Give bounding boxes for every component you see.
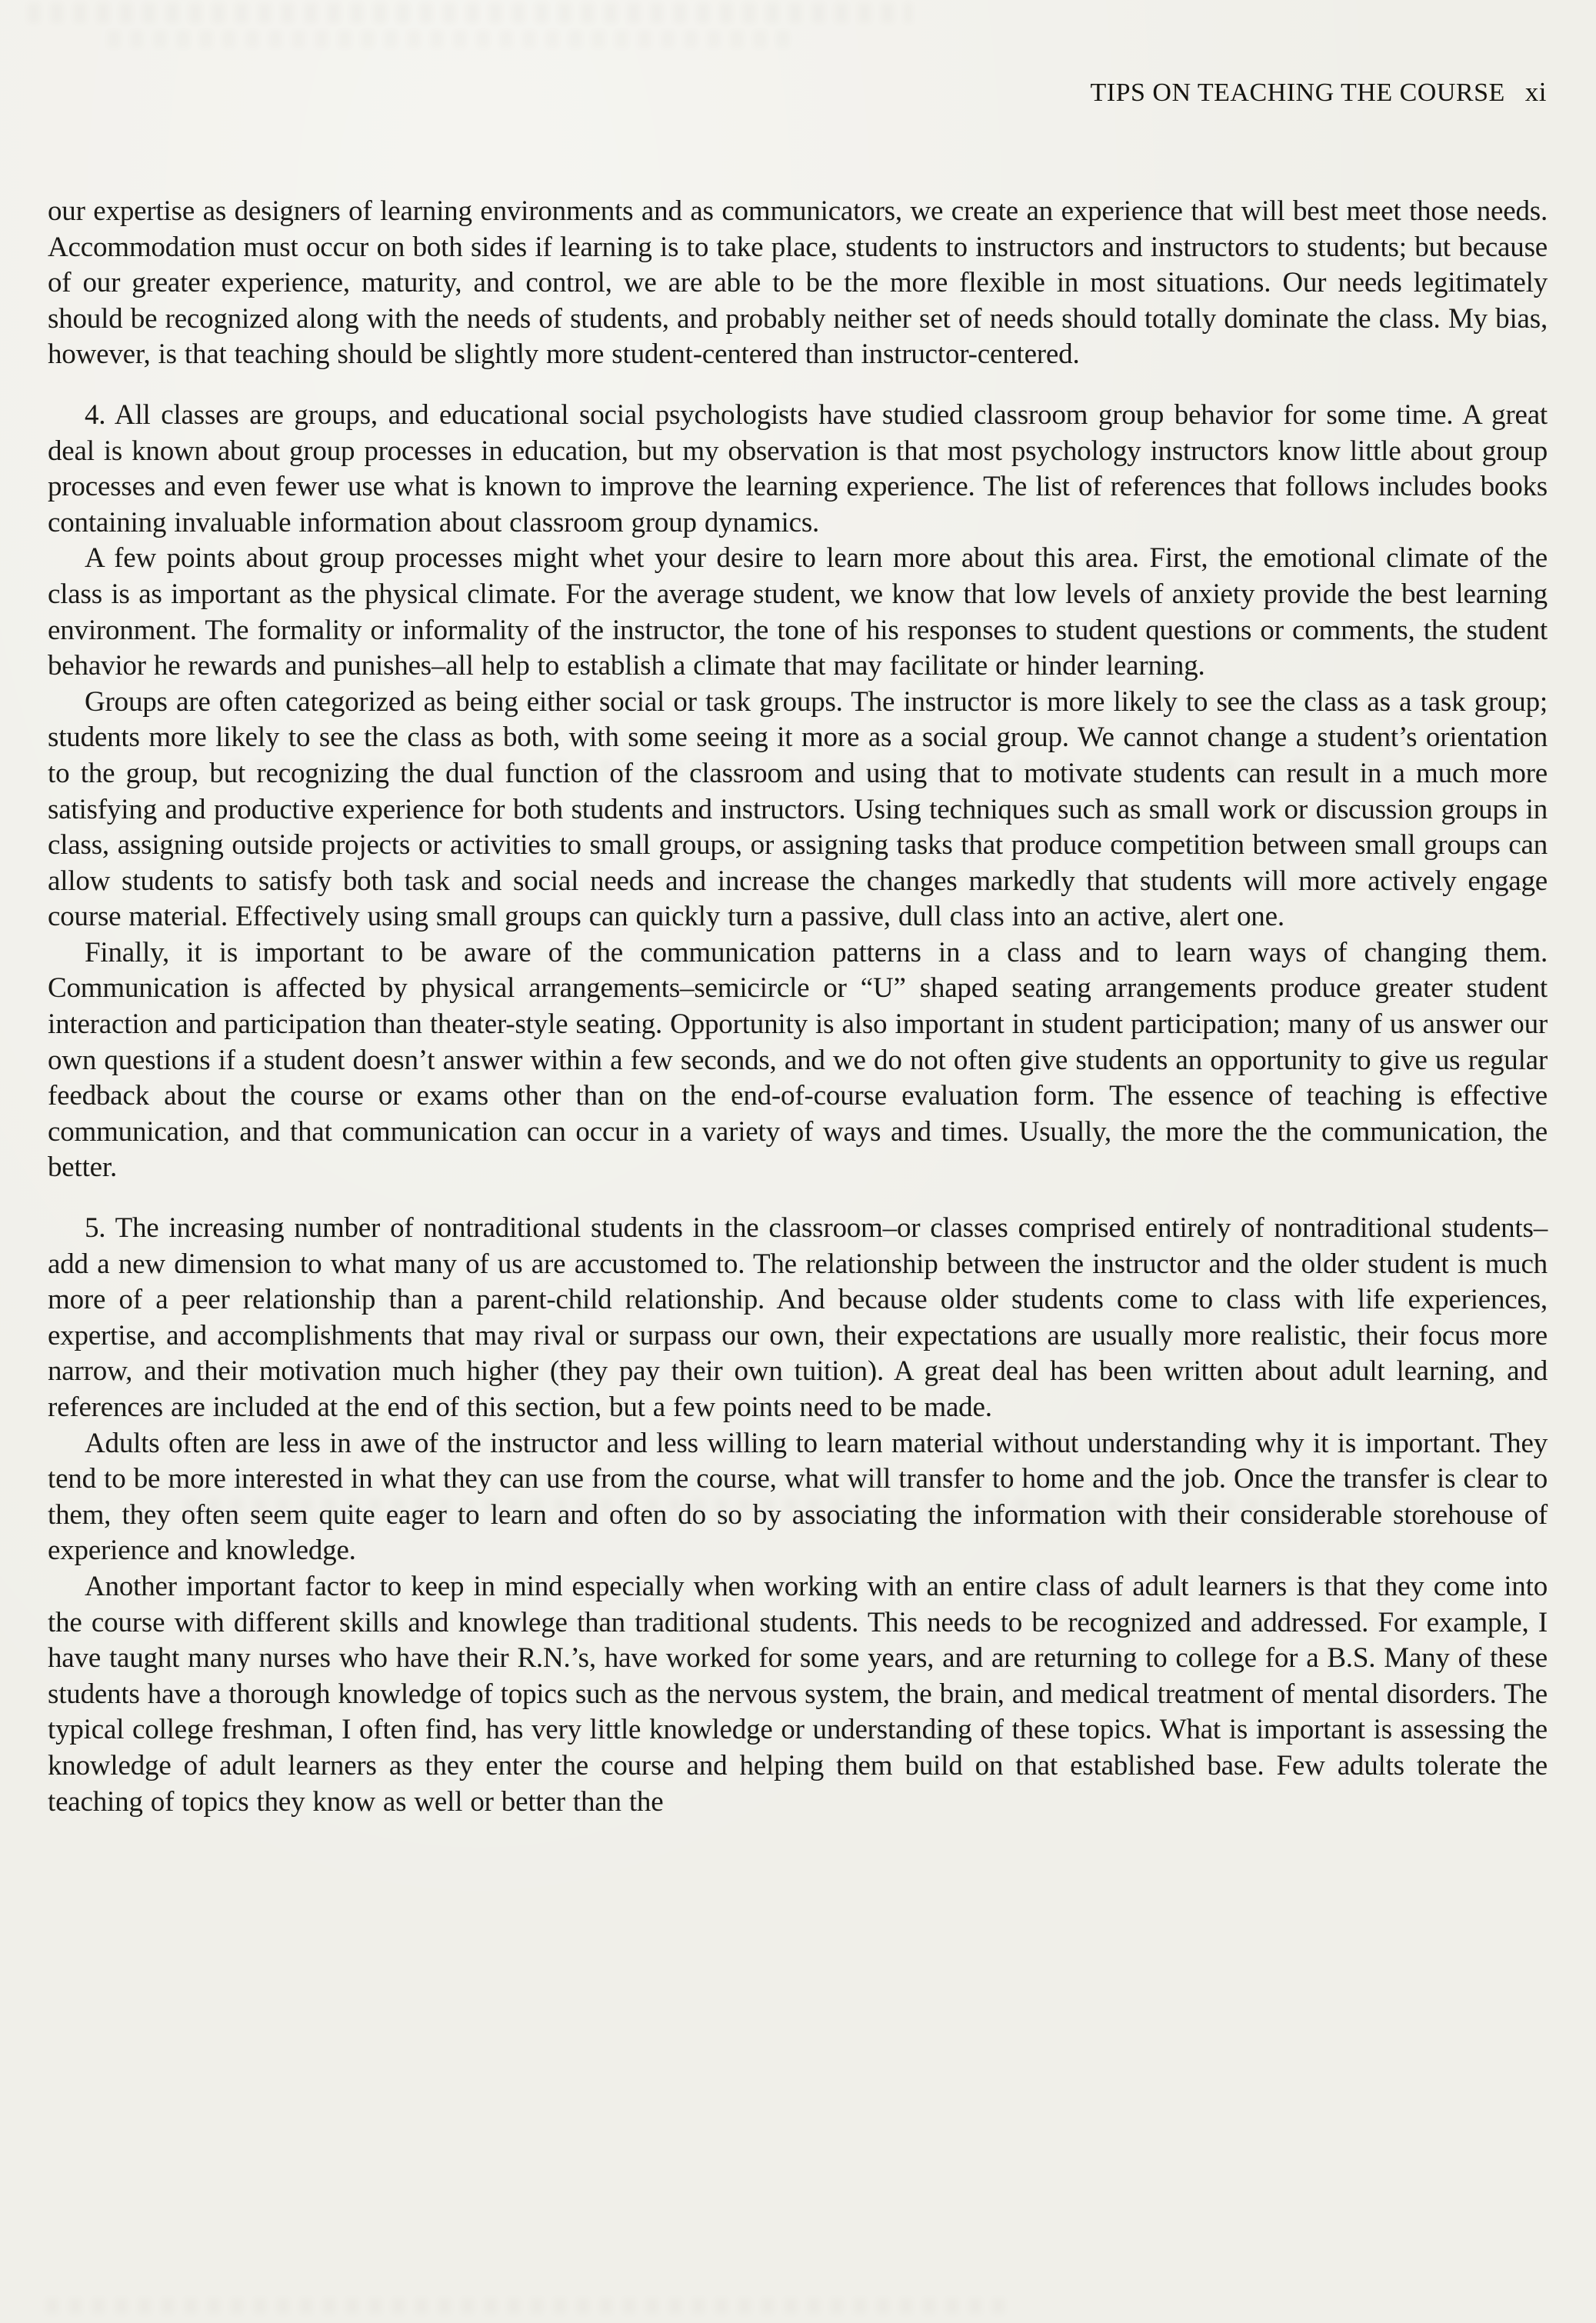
paragraph-point-5: 5. The increasing number of nontraditional students in the classroom–or classes comprised entirely of nontraditional students–add a new dimension to what many of us are accustomed to. The relationship between the instructor and the older student is much more of a peer relationship than a parent-child relationship. And because older students come to class with life experiences, expertise, and accomplishments that may rival or surpass our own, their expectations are usually more realistic, their focus more narrow, and their motivation much higher (they pay their own tuition). A great deal has been written about adult learning, and references are included at the end of this section, but a few points need to be made. xyxy=(48,1212,1548,1423)
paragraph-groups-categorized: Groups are often categorized as being either social or task groups. The instructor is more likely to see the class as a task group; students more likely to see the class as both, with some seeing it more as a social group. We cannot change a student’s orientation to the group, but recognizing the dual function of the classroom and using that to motivate students can result in a much more satisfying and productive experience for both students and instructors. Using techniques such as small work or discussion groups in class, assigning outside projects or activities to small groups, or assigning tasks that produce competition between small groups can allow students to satisfy both task and social needs and increase the changes markedly that students will more actively engage course material. Effectively using small groups can quickly turn a passive, dull class into an active, alert one. xyxy=(48,685,1548,933)
running-header xyxy=(1090,77,1547,108)
paragraph-point-4: 4. All classes are groups, and educational social psychologists have studied classroom group behavior for some time. A great deal is known about group processes in education, but my observation is that most psychology instructors know little about group processes and even fewer use what is known to improve the learning experience. The list of references that follows includes books containing invaluable information about classroom group dynamics. xyxy=(48,398,1548,538)
scan-artifact xyxy=(46,2298,1008,2314)
paragraph-adults: Adults often are less in awe of the instructor and less willing to learn material without understanding why it is important. They tend to be more interested in what they can use from the course, what will transfer to home and the job. Once the transfer is clear to them, they often seem quite eager to learn and often do so by associating the information with their considerable storehouse of experience and knowledge. xyxy=(48,1427,1548,1567)
scan-artifact xyxy=(28,3,912,23)
page-number: xi xyxy=(1524,77,1547,107)
paragraph-continuation: our expertise as designers of learning environments and as communicators, we create an experience that will best meet those needs. Accommodation must occur on both sides if learning is to take place, students to instructors and instructors to students; but because of our greater experience, maturity, and control, we are able to be the more flexible in most situations. Our needs legitimately should be recognized along with the needs of students, and probably neither set of needs should totally dominate the class. My bias, however, is that teaching should be slightly more student-centered than instructor-centered. xyxy=(48,195,1548,371)
paragraph-group-processes: A few points about group processes might whet your desire to learn more about this area. First, the emotional climate of the class is as important as the physical climate. For the average student, we know that low levels of anxiety provide the best learning environment. The formality or informality of the instructor, the tone of his responses to student questions or comments, the student behavior he rewards and punishes–all help to establish a climate that may facilitate or hinder learning. xyxy=(48,542,1548,682)
paragraph-communication: Finally, it is important to be aware of the communication patterns in a class and to learn ways of changing them. Communication is affected by physical arrangements–semicircle or “U” shaped seating arrangements produce greater student interaction and participation than theater-style seating. Opportunity is also important in student participation; many of us answer our own questions if a student doesn’t answer within a few seconds, and we do not often give students an opportunity to give us regular feedback about the course or exams other than on the end-of-course evaluation form. The essence of teaching is effective communication, and that communication can occur in a variety of ways and times. Usually, the more the the communication, the better. xyxy=(48,936,1548,1184)
page-body xyxy=(48,194,1548,1820)
paragraph-another-factor: Another important factor to keep in mind especially when working with an entire class of adult learners is that they come into the course with different skills and knowlege than traditional students. This needs to be recognized and addressed. For example, I have taught many nurses who have their R.N.’s, have worked for some years, and are returning to college for a B.S. Many of these students have a thorough knowledge of topics such as the nervous system, the brain, and medical treatment of mental disorders. The typical college freshman, I often find, has very little knowledge or understanding of these topics. What is important is assessing the knowledge of adult learners as they enter the course and helping them build on that established base. Few adults tolerate the teaching of topics they know as well or better than the xyxy=(48,1570,1548,1818)
scan-artifact xyxy=(108,31,800,48)
running-title: TIPS ON TEACHING THE COURSE xyxy=(1090,78,1505,107)
